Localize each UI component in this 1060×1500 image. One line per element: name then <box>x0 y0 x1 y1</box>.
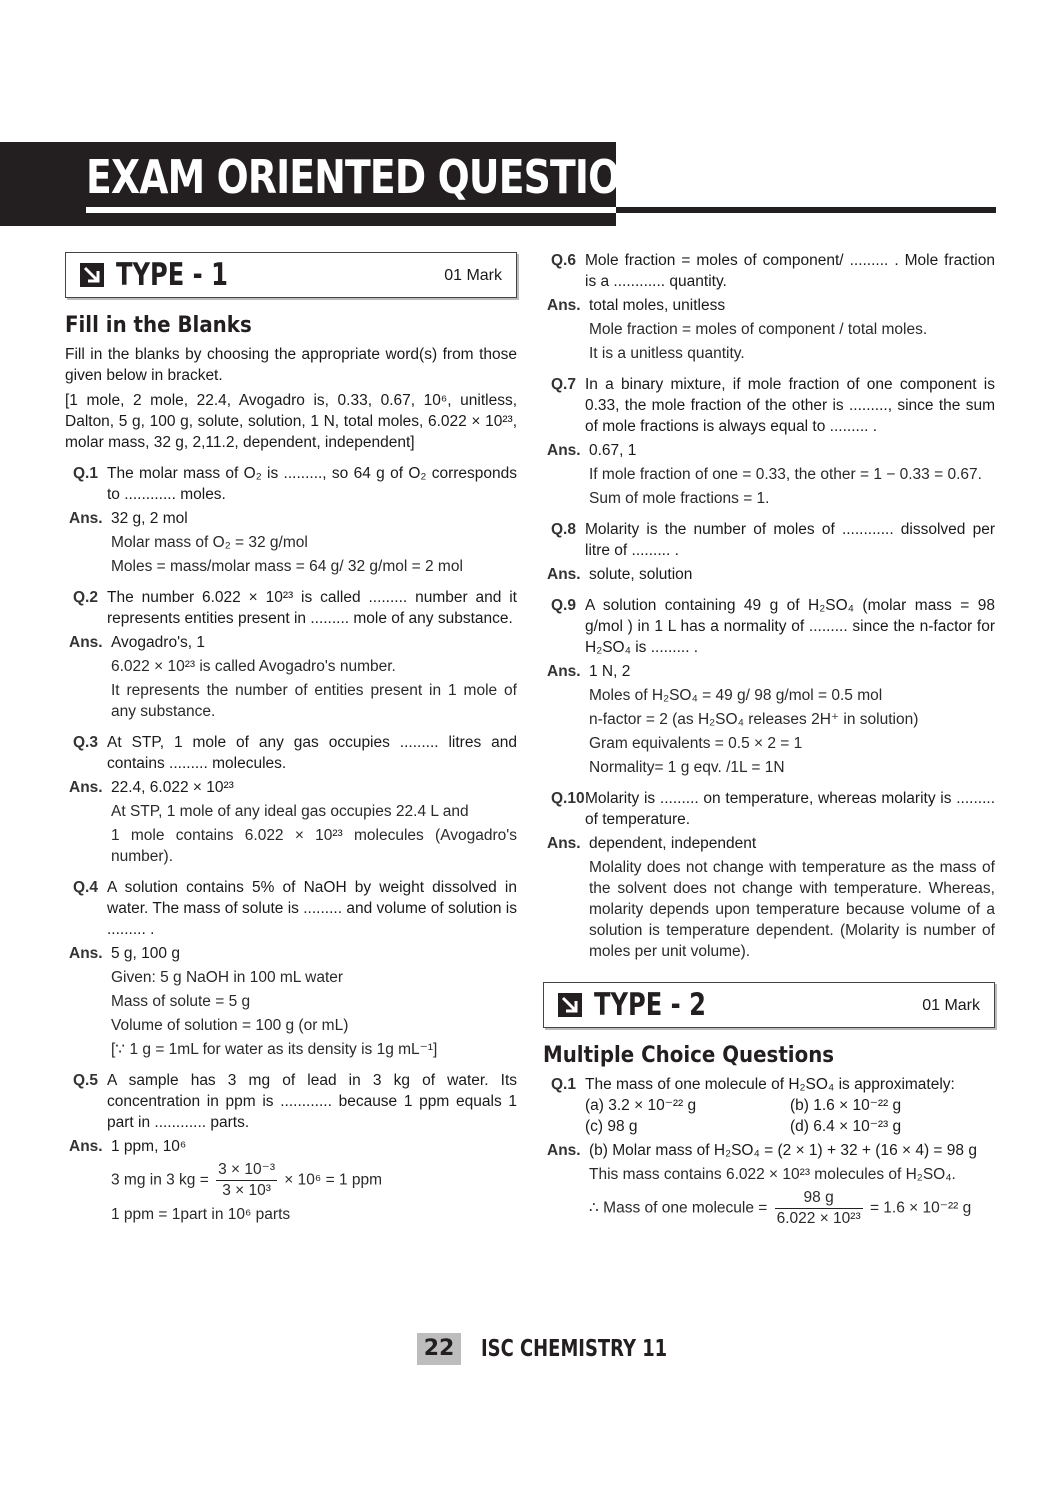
options-grid <box>585 1095 995 1137</box>
book-title: ISC CHEMISTRY 11 <box>481 1336 668 1362</box>
answer-explanation: Normality= 1 g eqv. /1L = 1N <box>589 759 785 776</box>
answer <box>543 295 995 316</box>
question-text: At STP, 1 mole of any gas occupies ......... litres and contains ......... molecules. <box>107 734 517 772</box>
fraction-numerator: 98 g <box>775 1188 863 1209</box>
mark-label: 01 Mark <box>444 267 502 284</box>
type-2-box <box>543 982 995 1028</box>
arrow-down-right-icon <box>80 263 104 287</box>
question-text: Molarity is ......... on temperature, whereas molarity is ......... of temperature. <box>585 790 995 828</box>
answer-text: total moles, unitless <box>589 297 726 314</box>
answer <box>65 777 517 798</box>
answer-label: Ans. <box>69 779 103 796</box>
word-bank: [1 mole, 2 mole, 22.4, Avogadro is, 0.33, 0.67, 10⁶, unitless, Dalton, 5 g, 100 g, solute, solution, 1 N, total moles, 6.022 × 10²³, molar mass, 32 g, 2,11.2, dependent, independent] <box>65 392 517 451</box>
answer-explanation: [∵ 1 g = 1mL for water as its density is 1g mL⁻¹] <box>111 1041 438 1058</box>
answer-explanation: Given: 5 g NaOH in 100 mL water <box>111 969 344 986</box>
mark-label: 01 Mark <box>922 997 980 1014</box>
answer-explanation: 1 mole contains 6.022 × 10²³ molecules (Avogadro's number). <box>111 827 517 865</box>
question <box>65 463 517 505</box>
left-column <box>65 252 517 1225</box>
question-text: Mole fraction = moles of component/ ......... . Mole fraction is a ............ quantity. <box>585 252 995 290</box>
fraction-denominator: 3 × 10³ <box>222 1182 271 1199</box>
fraction-numerator: 3 × 10⁻³ <box>216 1160 277 1181</box>
answer-explanation: Molality does not change with temperature as the mass of the solvent does not change with temperature. Whereas, molarity depends upon temperature because volume of a solution is temperature dependent. (Molarity is number of moles per unit volume). <box>589 859 995 960</box>
question-text: The mass of one molecule of H₂SO₄ is approximately: <box>585 1076 955 1093</box>
answer-label: Ans. <box>69 945 103 962</box>
equation-rhs: × 10⁶ = 1 ppm <box>284 1171 383 1189</box>
answer-text: dependent, independent <box>589 835 757 852</box>
question <box>65 732 517 774</box>
answer-explanation: 6.022 × 10²³ is called Avogadro's number. <box>111 658 396 675</box>
question-number: Q.3 <box>73 734 98 751</box>
option-c: (c) 98 g <box>585 1118 638 1135</box>
answer-label: Ans. <box>547 297 581 314</box>
fraction <box>216 1160 277 1201</box>
question-text: The number 6.022 × 10²³ is called ......... number and it represents entities present in ......... mole of any substance. <box>107 589 517 627</box>
answer <box>543 564 995 585</box>
answer-explanation: Mass of solute = 5 g <box>111 993 251 1010</box>
answer-text: 22.4, 6.022 × 10²³ <box>111 779 234 796</box>
answer-explanation: Mole fraction = moles of component / total moles. <box>589 321 928 338</box>
header-rule <box>86 207 616 213</box>
answer-label: Ans. <box>547 566 581 583</box>
answer-explanation: Molar mass of O₂ = 32 g/mol <box>111 534 308 551</box>
arrow-down-right-icon <box>558 993 582 1017</box>
question <box>543 1074 995 1137</box>
answer <box>543 440 995 461</box>
answer-text: 5 g, 100 g <box>111 945 180 962</box>
answer-explanation: If mole fraction of one = 0.33, the other = 1 − 0.33 = 0.67. <box>589 466 982 483</box>
answer-text: 32 g, 2 mol <box>111 510 188 527</box>
answer <box>543 1140 995 1161</box>
page-number: 22 <box>417 1333 461 1365</box>
answer <box>65 508 517 529</box>
answer-explanation: Sum of mole fractions = 1. <box>589 490 770 507</box>
header-rule-extension <box>616 207 996 213</box>
question <box>65 877 517 940</box>
answer-label: Ans. <box>547 442 581 459</box>
question-number: Q.4 <box>73 879 98 896</box>
answer-explanation: Moles of H₂SO₄ = 49 g/ 98 g/mol = 0.5 mol <box>589 687 883 704</box>
equation <box>589 1188 995 1229</box>
answer-label: Ans. <box>69 634 103 651</box>
answer-label: Ans. <box>547 663 581 680</box>
question <box>543 250 995 292</box>
question-number: Q.8 <box>551 521 576 538</box>
equation-rhs: = 1.6 × 10⁻²² g <box>869 1199 972 1217</box>
answer-explanation: At STP, 1 mole of any ideal gas occupies 22.4 L and <box>111 803 469 820</box>
answer-label: Ans. <box>69 510 103 527</box>
question-text: A solution containing 49 g of H₂SO₄ (molar mass = 98 g/mol ) in 1 L has a normality of ......... since the n-factor for H₂SO₄ is ......... . <box>585 597 995 656</box>
question <box>543 788 995 830</box>
question <box>65 1070 517 1133</box>
option-b: (b) 1.6 × 10⁻²² g <box>790 1097 902 1114</box>
answer <box>543 661 995 682</box>
fraction <box>775 1188 863 1229</box>
fraction-denominator: 6.022 × 10²³ <box>776 1210 861 1227</box>
answer <box>65 943 517 964</box>
instruction: Fill in the blanks by choosing the appropriate word(s) from those given below in bracket. <box>65 346 517 384</box>
question <box>65 587 517 629</box>
equation-lhs: ∴ Mass of one molecule = <box>589 1199 768 1217</box>
answer-explanation: This mass contains 6.022 × 10²³ molecules of H₂SO₄. <box>589 1166 956 1183</box>
type-label: TYPE - 1 <box>116 257 228 293</box>
type-1-box <box>65 252 517 298</box>
question-number: Q.7 <box>551 376 576 393</box>
answer-explanation: n-factor = 2 (as H₂SO₄ releases 2H⁺ in solution) <box>589 711 919 728</box>
answer-explanation: Moles = mass/molar mass = 64 g/ 32 g/mol = 2 mol <box>111 558 463 575</box>
answer-text: Avogadro's, 1 <box>111 634 206 651</box>
answer-text: 0.67, 1 <box>589 442 637 459</box>
equation <box>111 1160 517 1201</box>
question-text: In a binary mixture, if mole fraction of one component is 0.33, the mole fraction of the other is ........., since the sum of mole fractions is always equal to ......... . <box>585 376 995 435</box>
question-number: Q.6 <box>551 252 576 269</box>
answer-text: 1 N, 2 <box>589 663 631 680</box>
answer-text: solute, solution <box>589 566 693 583</box>
answer <box>65 1136 517 1157</box>
answer-explanation: Volume of solution = 100 g (or mL) <box>111 1017 349 1034</box>
section-title: Multiple Choice Questions <box>543 1043 835 1068</box>
question-number: Q.1 <box>73 465 98 482</box>
question-number: Q.10 <box>551 790 585 807</box>
answer-text: 1 ppm, 10⁶ <box>111 1138 187 1155</box>
question-number: Q.2 <box>73 589 98 606</box>
answer-explanation: It represents the number of entities present in 1 mole of any substance. <box>111 682 517 720</box>
answer-label: Ans. <box>547 1142 581 1159</box>
question <box>543 374 995 437</box>
option-d: (d) 6.4 × 10⁻²³ g <box>790 1118 902 1135</box>
question-text: The molar mass of O₂ is ........., so 64 g of O₂ corresponds to ............ moles. <box>107 465 517 503</box>
answer-label: Ans. <box>69 1138 103 1155</box>
equation-lhs: 3 mg in 3 kg = <box>111 1171 209 1189</box>
answer-explanation: Gram equivalents = 0.5 × 2 = 1 <box>589 735 803 752</box>
type-label: TYPE - 2 <box>594 987 706 1023</box>
question-number: Q.5 <box>73 1072 98 1089</box>
question-text: Molarity is the number of moles of ............ dissolved per litre of ......... . <box>585 521 995 559</box>
question-number: Q.1 <box>551 1076 576 1093</box>
answer <box>65 632 517 653</box>
question <box>543 519 995 561</box>
section-title: Fill in the Blanks <box>65 313 252 338</box>
answer-explanation: It is a unitless quantity. <box>589 345 745 362</box>
answer-explanation: 1 ppm = 1part in 10⁶ parts <box>111 1206 291 1223</box>
option-a: (a) 3.2 × 10⁻²² g <box>585 1097 697 1114</box>
answer-label: Ans. <box>547 835 581 852</box>
question-body <box>585 1074 995 1137</box>
right-column <box>543 250 995 1229</box>
question-text: A solution contains 5% of NaOH by weight dissolved in water. The mass of solute is ......... and volume of solution is ......... . <box>107 879 517 938</box>
question-text: A sample has 3 mg of lead in 3 kg of water. Its concentration in ppm is ............ because 1 ppm equals 1 part in ............ parts. <box>107 1072 517 1131</box>
page-title: EXAM ORIENTED QUESTIONS <box>86 150 677 204</box>
question <box>543 595 995 658</box>
answer <box>543 833 995 854</box>
answer-text: (b) Molar mass of H₂SO₄ = (2 × 1) + 32 + (16 × 4) = 98 g <box>589 1142 977 1159</box>
question-number: Q.9 <box>551 597 576 614</box>
